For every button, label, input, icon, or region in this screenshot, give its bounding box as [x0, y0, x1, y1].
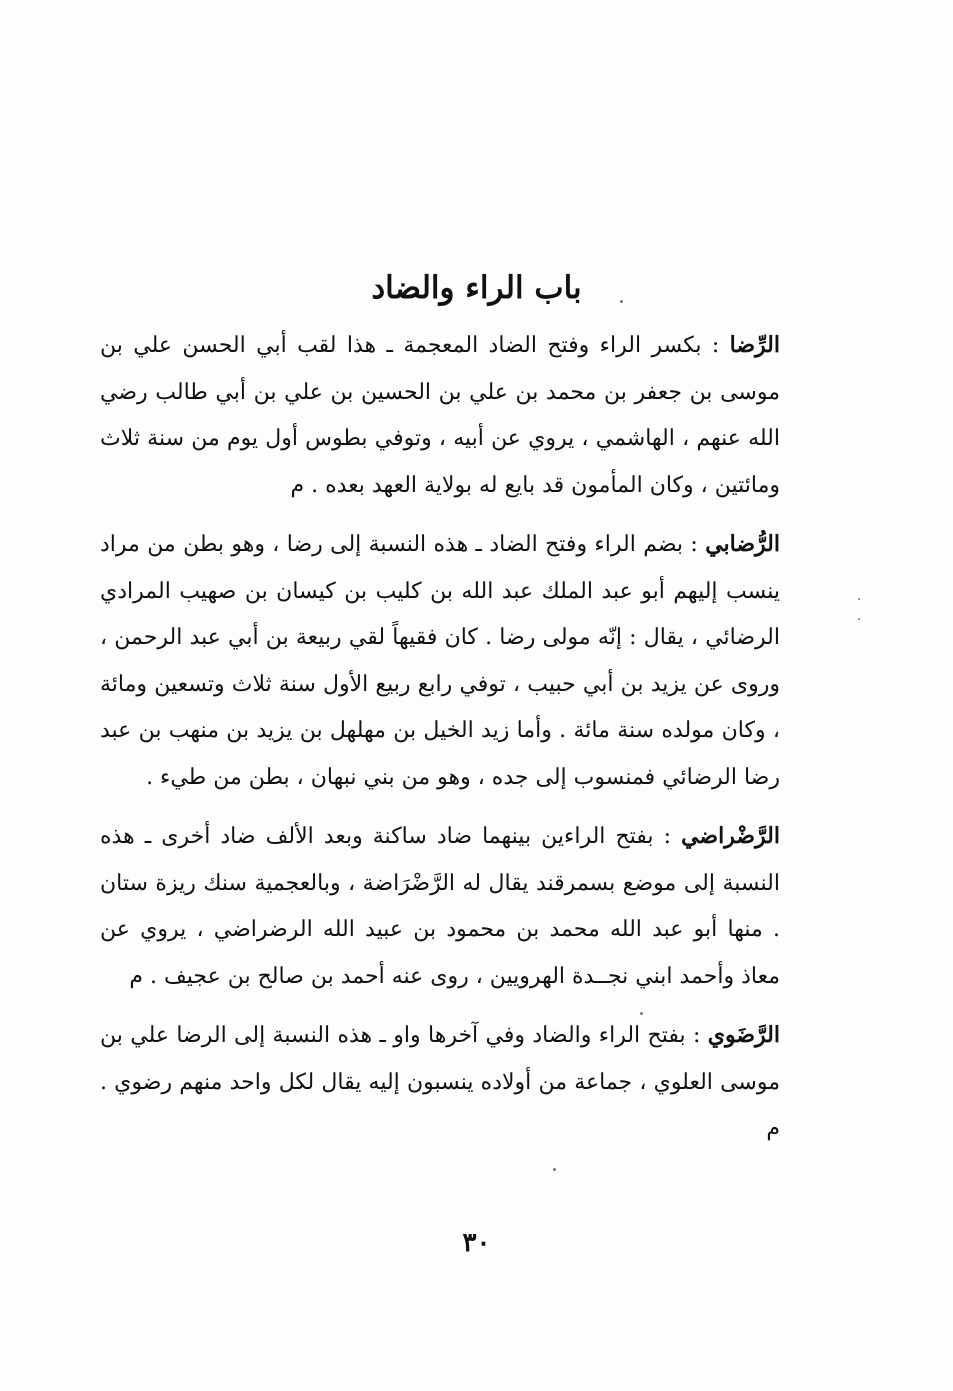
entry-text: : بكسر الراء وفتح الضاد المعجمة ـ هذا لقب أبي الحسن علي بن موسى بن جعفر بن محمد بن علي بن الحسين بن علي بن أبي طالب رضي الله عنهم ، الهاشمي ، يروي عن أبيه ، وتوفي بطوس أول يوم من سنة ثلاث ومائتين ، وكان المأمون قد بايع له بولاية العهد بعده . م	[100, 333, 780, 498]
entry-al-rida	[100, 322, 780, 509]
entry-text: : بفتح الراء والضاد وفي آخرها واو ـ هذه النسبة إلى الرضا علي بن موسى العلوي ، جماعة من أولاده ينسبون إليه يقال لكل واحد منهم رضوي . م	[100, 1023, 780, 1141]
entry-headword: الرُّضابي	[705, 531, 780, 557]
entry-text: : بفتح الراءين بينهما ضاد ساكنة وبعد الألف ضاد أخرى ـ هذه النسبة إلى موضع بسمرقند يقال له الرَّضْرَاضة ، وبالعجمية سنك ريزة ستان . منها أبو عبد الله محمد بن محمود بن عبيد الله الرضراضي ، يروي عن معاذ وأحمد ابني نجــدة الهرويين ، روى عنه أحمد بن صالح بن عجيف . م	[100, 824, 780, 989]
entry-al-rudabi	[100, 521, 780, 801]
entry-al-radradi	[100, 813, 780, 1000]
entries-body	[100, 322, 780, 1165]
scan-speck	[858, 598, 860, 600]
scan-speck	[858, 618, 860, 620]
entry-text: : بضم الراء وفتح الضاد ـ هذه النسبة إلى رضا ، وهو بطن من مراد ينسب إليهم أبو عبد الملك عبد الله بن كليب بن كيسان بن صهيب المرادي الرضائي ، يقال : إنّه مولى رضا . كان فقيهاً لقي ربيعة بن أبي عبد الرحمن ، وروى عن يزيد بن أبي حبيب ، توفي رابع ربيع الأول سنة ثلاث وتسعين ومائة ، وكان مولده سنة مائة . وأما زيد الخيل بن مهلهل بن يزيد بن منهب بن عبد رضا الرضائي فمنسوب إلى جده ، وهو من بني نبهان ، بطن من طيء .	[100, 532, 780, 790]
entry-headword: الرَّضَوي	[707, 1022, 780, 1048]
entry-al-radawi	[100, 1012, 780, 1153]
page-number: ٣٠	[462, 1228, 491, 1258]
entry-headword: الرَّضْراضي	[681, 823, 780, 849]
scan-speck	[553, 1168, 556, 1171]
entry-headword: الرِّضا	[729, 332, 780, 358]
chapter-title: باب الراء والضاد	[371, 269, 582, 306]
